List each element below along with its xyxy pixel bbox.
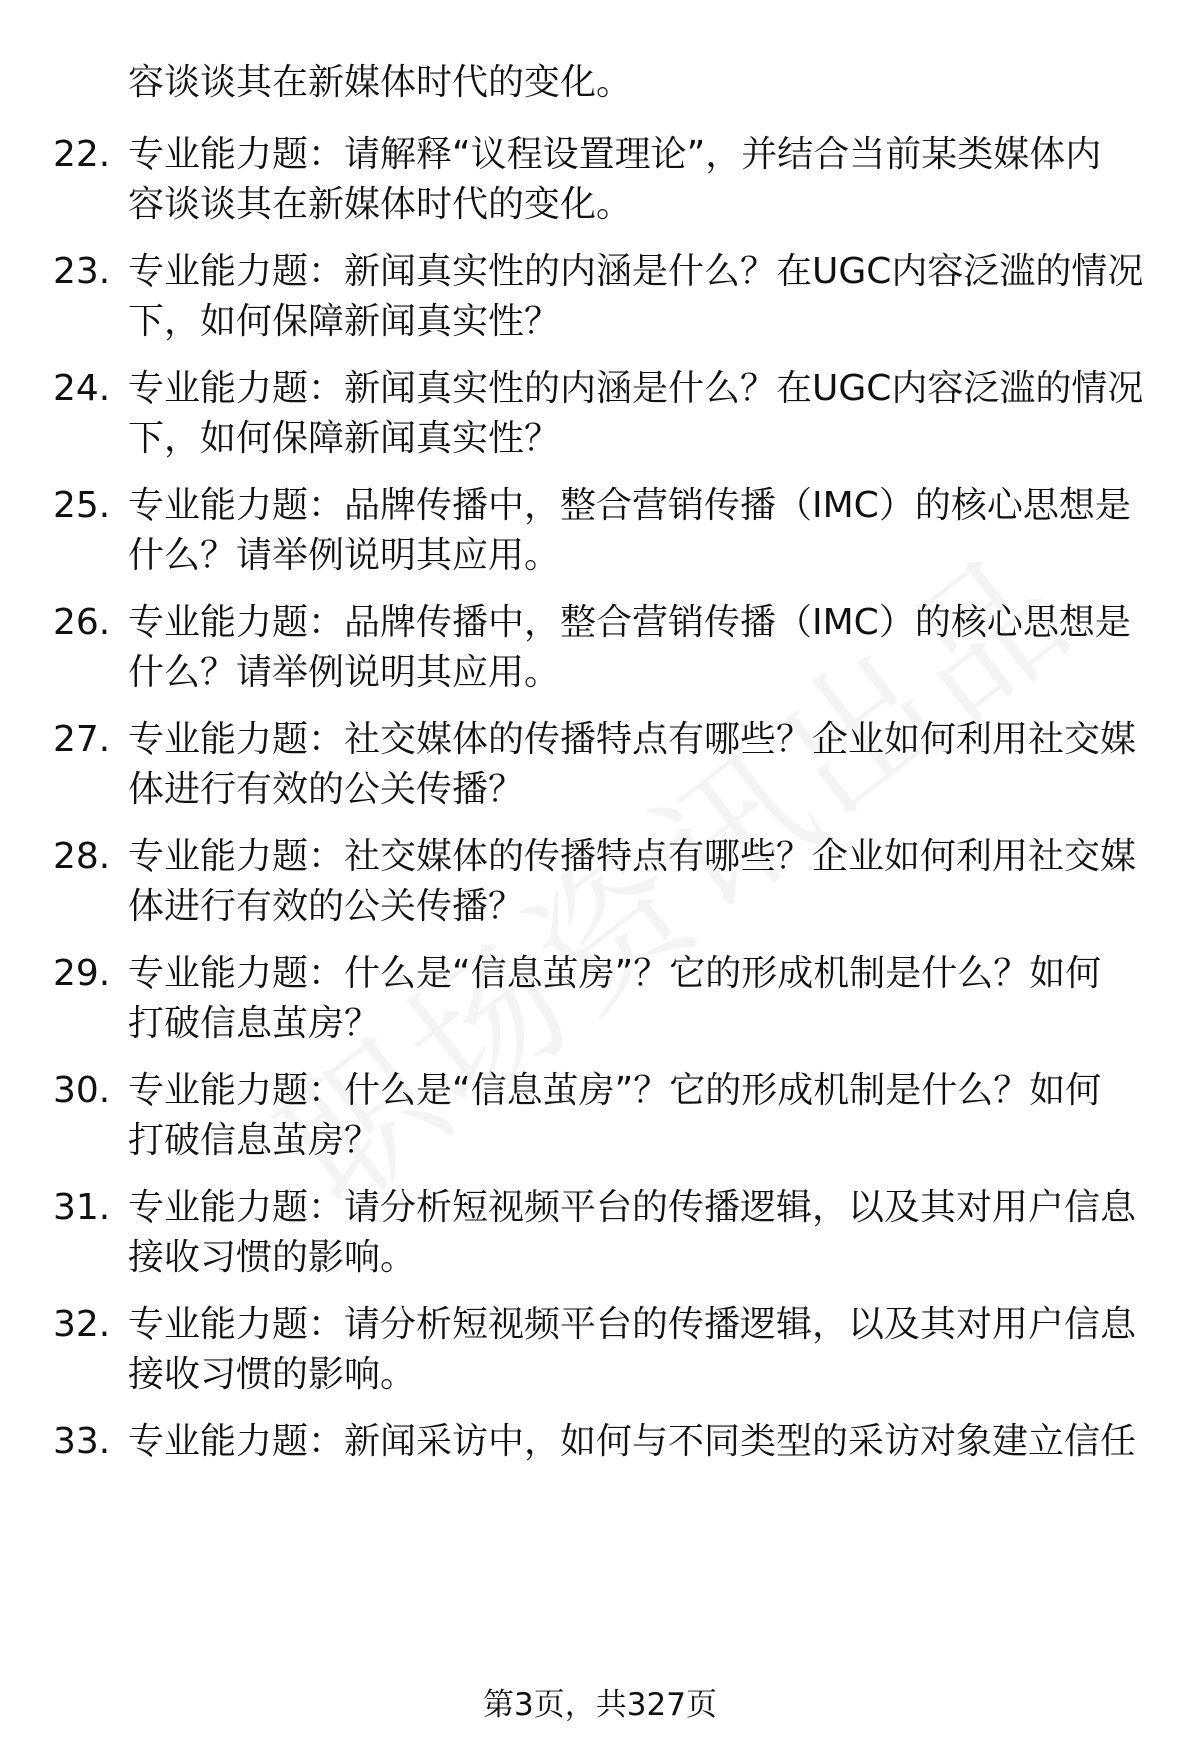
question-text-line1: 专业能力题：什么是“信息茧房”？它的形成机制是什么？如何: [128, 1070, 1102, 1111]
page-footer: 第3页，共327页: [483, 1687, 717, 1723]
question-text-line1: 专业能力题：新闻真实性的内涵是什么？在UGC内容泛滥的情况: [128, 251, 1144, 292]
question-text-line2: 什么？请举例说明其应用。: [128, 535, 561, 576]
question-item-26: [0, 598, 1200, 698]
question-text-line1: 专业能力题：社交媒体的传播特点有哪些？企业如何利用社交媒: [128, 719, 1137, 760]
question-number: 28.: [53, 836, 111, 877]
question-text-line2: 体进行有效的公关传播？: [128, 769, 525, 810]
question-number: 22.: [53, 134, 111, 175]
question-item-33: [0, 1417, 1200, 1517]
question-text-line2: 体进行有效的公关传播？: [128, 886, 525, 927]
question-item-31: [0, 1183, 1200, 1283]
question-item-30: [0, 1066, 1200, 1166]
question-number: 30.: [53, 1070, 111, 1111]
question-text-line2: 打破信息茧房？: [128, 1120, 381, 1161]
question-number: 25.: [53, 485, 111, 526]
question-number: 23.: [53, 251, 111, 292]
question-text-line1: 专业能力题：请解释“议程设置理论”，并结合当前某类媒体内: [128, 134, 1102, 175]
question-text-line2: 什么？请举例说明其应用。: [128, 652, 561, 693]
question-text-line1: 专业能力题：社交媒体的传播特点有哪些？企业如何利用社交媒: [128, 836, 1137, 877]
question-text-line1: 专业能力题：请分析短视频平台的传播逻辑，以及其对用户信息: [128, 1304, 1137, 1345]
question-text-line2: 下，如何保障新闻真实性？: [128, 418, 561, 459]
question-text-line2: 接收习惯的影响。: [128, 1354, 417, 1395]
question-text-line1: 专业能力题：请分析短视频平台的传播逻辑，以及其对用户信息: [128, 1187, 1137, 1228]
question-number: 29.: [53, 953, 111, 994]
question-text-line1: 专业能力题：新闻真实性的内涵是什么？在UGC内容泛滥的情况: [128, 368, 1144, 409]
question-item-25: [0, 481, 1200, 581]
question-item-32: [0, 1300, 1200, 1400]
question-text-line2: 容谈谈其在新媒体时代的变化。: [128, 184, 633, 225]
question-item-28: [0, 832, 1200, 932]
question-number: 32.: [53, 1304, 111, 1345]
question-item-29: [0, 949, 1200, 1049]
question-number: 24.: [53, 368, 111, 409]
question-text-line1: 专业能力题：新闻采访中，如何与不同类型的采访对象建立信任: [128, 1421, 1137, 1462]
question-item-27: [0, 715, 1200, 815]
question-item-24: [0, 364, 1200, 464]
question-number: 33.: [53, 1421, 111, 1462]
question-text-line1: 专业能力题：什么是“信息茧房”？它的形成机制是什么？如何: [128, 953, 1102, 994]
question-number: 26.: [53, 602, 111, 643]
continuation-line: 容谈谈其在新媒体时代的变化。: [128, 62, 633, 103]
question-text-line1: 专业能力题：品牌传播中，整合营销传播（IMC）的核心思想是: [128, 485, 1131, 526]
question-text-line2: 接收习惯的影响。: [128, 1237, 417, 1278]
question-text-line2: 下，如何保障新闻真实性？: [128, 301, 561, 342]
question-item-23: [0, 247, 1200, 347]
question-text-line2: 打破信息茧房？: [128, 1003, 381, 1044]
question-item-22: [0, 130, 1200, 230]
question-text-line1: 专业能力题：品牌传播中，整合营销传播（IMC）的核心思想是: [128, 602, 1131, 643]
question-number: 31.: [53, 1187, 111, 1228]
question-number: 27.: [53, 719, 111, 760]
